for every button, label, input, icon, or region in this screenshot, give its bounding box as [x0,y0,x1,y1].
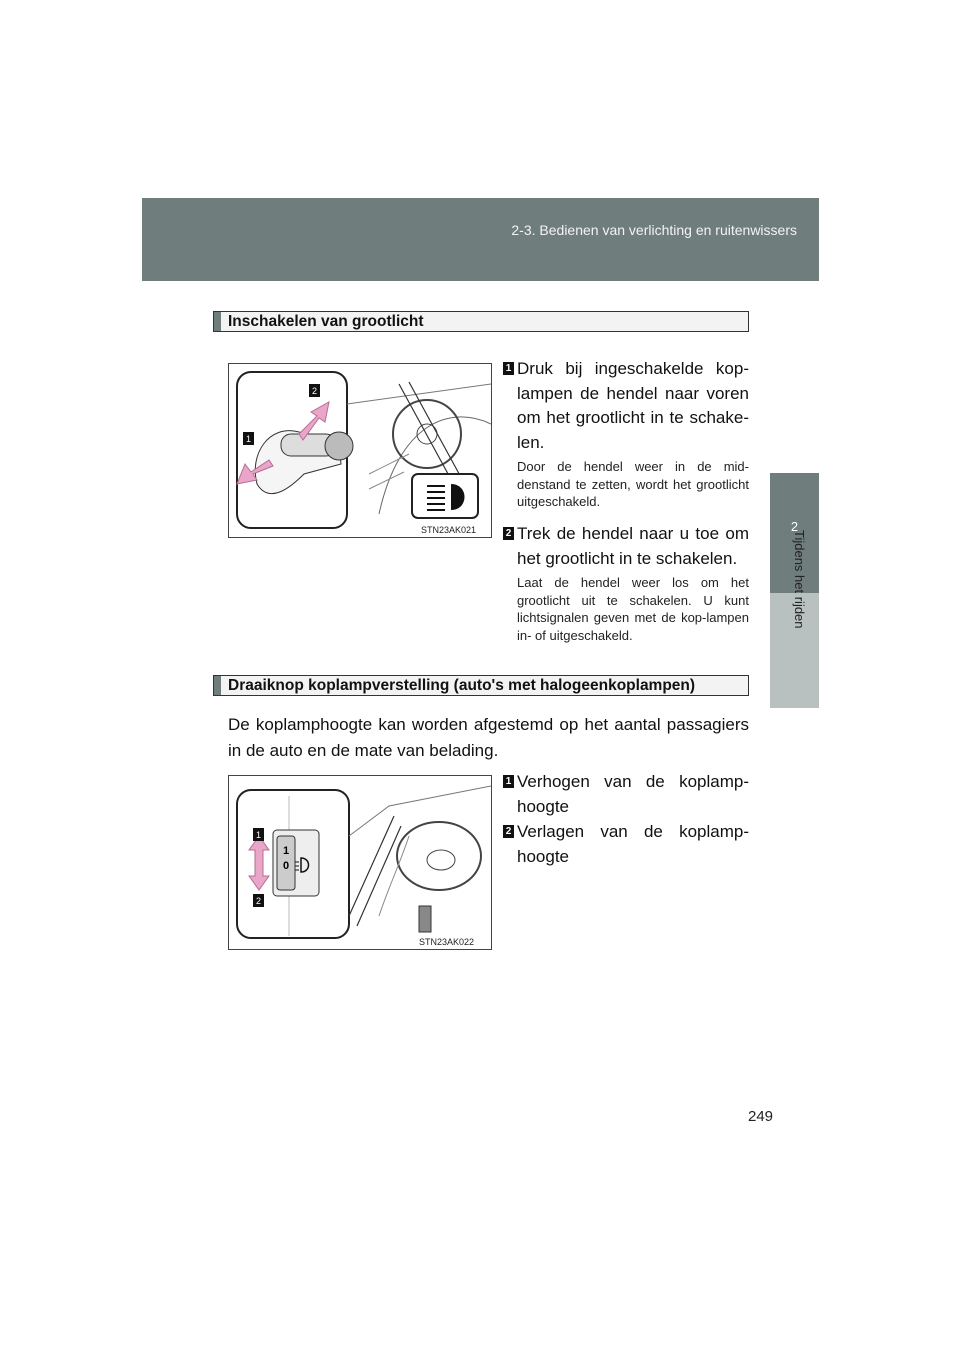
svg-text:1: 1 [245,434,252,444]
section-heading-high-beam: Inschakelen van grootlicht [213,311,749,332]
section-heading-headlight-leveling: Draaiknop koplampverstelling (auto's met halogeenkoplampen) [213,675,749,696]
svg-text:2: 2 [311,386,318,396]
intro-paragraph: De koplamphoogte kan worden afgestemd op het aantal passagiers in de auto en de mate van belading. [228,715,749,760]
step-badge: 1 [503,362,514,375]
figure-code: STN23AK022 [419,937,475,947]
step-text: Verhogen van de koplamp-hoogte [517,772,749,816]
figure-leveling-dial [228,775,492,950]
chapter-number: 2 [790,519,799,534]
figure-code: STN23AK021 [421,525,477,535]
dial-label-0: 0 [282,860,290,872]
step-badge: 2 [503,527,514,540]
step-2-leveling [503,820,749,869]
step-text: Druk bij ingeschakelde kop-lampen de hendel naar voren om het grootlicht in te schake-len. [517,359,749,452]
leveling-dial-illustration [229,776,491,949]
step-1-high-beam [503,357,749,455]
dial-label-1: 1 [282,845,290,857]
step-text: Verlagen van de koplamp-hoogte [517,822,749,866]
svg-text:1: 1 [255,830,262,840]
note-2-high-beam: Laat de hendel weer los om het grootlicht uit te schakelen. U kunt lichtsignalen geven met de kop-lampen in- of uitgeschakeld. [517,575,749,643]
header-title: 2-3. Bedienen van verlichting en ruitenwissers [511,222,797,238]
step-badge: 2 [503,825,514,838]
step-badge: 1 [503,775,514,788]
step-2-high-beam [503,522,749,571]
page-number: 249 [748,1108,774,1125]
figure-high-beam-lever [228,363,492,538]
high-beam-illustration [229,364,491,537]
step-1-leveling [503,770,749,819]
note-1-high-beam: Door de hendel weer in de mid-denstand te zetten, wordt het grootlicht uitgeschakeld. [517,459,749,509]
step-text: Trek de hendel naar u toe om het grootlicht in te schakelen. [517,524,749,568]
high-beam-icon [412,474,478,518]
chapter-label: Tijdens het rijden [792,530,807,629]
svg-text:2: 2 [255,896,262,906]
header-band [142,198,819,281]
